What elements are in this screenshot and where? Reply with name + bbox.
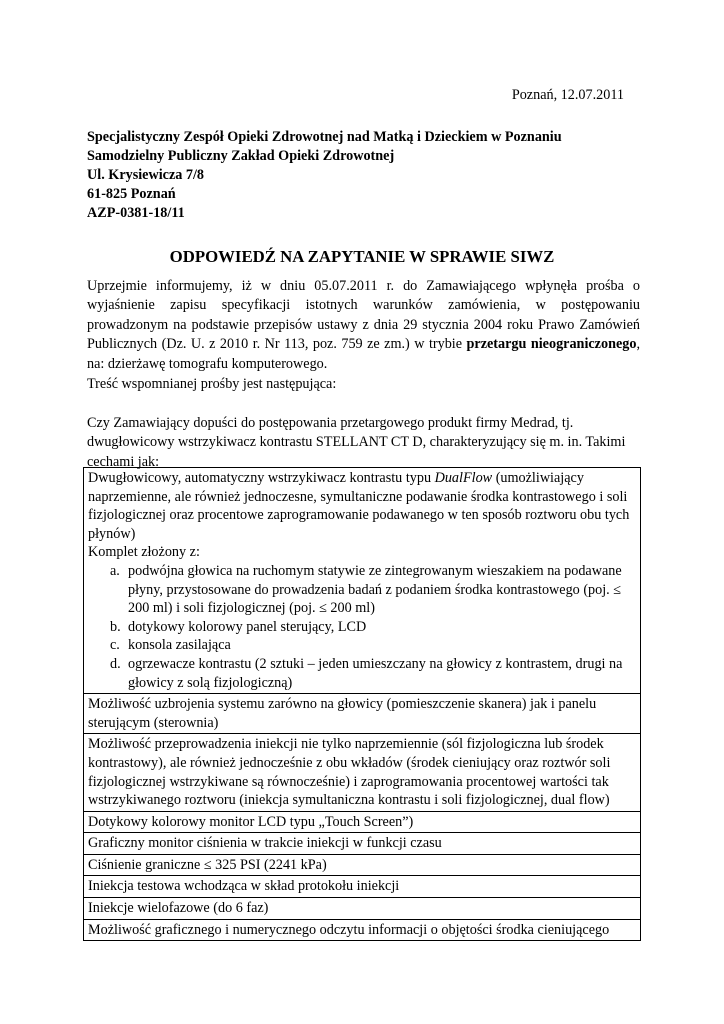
intro-text-end: , na: dzierżawę tomografu komputerowego. — [87, 336, 640, 372]
document-heading: ODPOWIEDŹ NA ZAPYTANIE W SPRAWIE SIWZ — [169, 247, 555, 266]
table-row — [84, 876, 641, 898]
request-intro: Treść wspomnianej prośby jest następująca: — [87, 376, 337, 392]
intro-bold-text: przetargu nieograniczonego — [466, 336, 637, 353]
list-marker: a. — [110, 562, 120, 579]
list-item — [88, 636, 637, 655]
table-cell: Ciśnienie graniczne ≤ 325 PSI (2241 kPa) — [84, 854, 641, 876]
table-cell: Możliwość przeprowadzenia iniekcji nie tylko naprzemiennie (sól fizjologiczna lub środek kontrastowy), ale również jednocześnie z obu wkładów (środek cieniujący oraz roztwór soli fizjologicznej wstrzykiwane są równocześnie) i zaprogramowania procentowej wartości tak wstrzykiwanego roztworu (iniekcja symultaniczna kontrastu i soli fizjologicznej, dual flow) — [84, 734, 641, 811]
list-item-text: konsola zasilająca — [128, 637, 231, 654]
list-item-text: podwójna głowica na ruchomym statywie ze zintegrowanym wieszakiem na podawane płyny, przystosowane do prowadzenia badań z podaniem środka kontrastowego (poj. ≤ 200 ml) i soli fizjologicznej (poj. ≤ 200 ml) — [128, 562, 622, 617]
feature-italic: DualFlow — [434, 470, 493, 486]
table-row — [84, 811, 641, 833]
question-paragraph: Czy Zamawiający dopuści do postępowania przetargowego produkt firmy Medrad, tj. dwugłowicowy wstrzykiwacz kontrastu STELLANT CT D, charakteryzujący się m. in. Takimi cechami jak: — [87, 415, 626, 470]
table-row — [84, 734, 641, 811]
intro-text: Uprzejmie informujemy, iż w dniu 05.07.2011 r. do Zamawiającego wpłynęła prośba o wyjaśnienie zapisu specyfikacji istotnych warunków zamówienia, w postępowaniu prowadzonym na podstawie przepisów ustawy z dnia 29 stycznia 2004 roku Prawo Zamówień Publicznych (Dz. U. z 2010 r. Nr 113, poz. 759 ze zm.) w trybie — [87, 278, 640, 353]
table-cell: Iniekcja testowa wchodząca w skład protokołu iniekcji — [84, 876, 641, 898]
table-cell: Graficzny monitor ciśnienia w trakcie iniekcji w funkcji czasu — [84, 833, 641, 855]
table-cell — [84, 468, 641, 694]
sender-line: Samodzielny Publiczny Zakład Opieki Zdrowotnej — [87, 148, 395, 164]
intro-paragraph — [87, 277, 640, 374]
table-row — [84, 919, 641, 941]
list-item — [88, 655, 637, 692]
set-list — [88, 562, 637, 692]
table-row — [84, 898, 641, 920]
table-cell: Możliwość graficznego i numerycznego odczytu informacji o objętości środka cieniującego — [84, 919, 641, 941]
table-row — [84, 694, 641, 734]
table-cell: Dotykowy kolorowy monitor LCD typu „Touch Screen”) — [84, 811, 641, 833]
features-table — [83, 467, 641, 941]
list-item — [88, 618, 637, 637]
table-row — [84, 833, 641, 855]
set-label: Komplet złożony z: — [88, 544, 200, 561]
list-marker: d. — [110, 655, 121, 672]
table-cell: Iniekcje wielofazowe (do 6 faz) — [84, 898, 641, 920]
document-date: Poznań, 12.07.2011 — [511, 87, 624, 103]
sender-line: AZP-0381-18/11 — [87, 205, 185, 221]
feature-text: Dwugłowicowy, automatyczny wstrzykiwacz kontrastu typu — [88, 470, 435, 486]
table-row — [84, 854, 641, 876]
sender-line: Specjalistyczny Zespół Opieki Zdrowotnej nad Matką i Dzieckiem w Poznaniu — [87, 129, 562, 145]
sender-line: 61-825 Poznań — [87, 186, 176, 202]
list-marker: c. — [110, 637, 120, 654]
list-item — [88, 562, 637, 618]
sender-line: Ul. Krysiewicza 7/8 — [87, 167, 205, 183]
feature-text-end: (umożliwiający naprzemienne, ale również jednoczesne, symultaniczne podawanie środka kontrastowego i soli fizjologicznej oraz procentowe zaprogramowanie podawanego w ten sposób roztworu obu tych płynów) — [88, 470, 630, 542]
feature-description — [88, 469, 637, 543]
table-row — [84, 468, 641, 694]
list-item-text: dotykowy kolorowy panel sterujący, LCD — [128, 618, 367, 635]
list-marker: b. — [110, 618, 121, 635]
table-cell: Możliwość uzbrojenia systemu zarówno na głowicy (pomieszczenie skanera) jak i panelu sterującym (sterownia) — [84, 694, 641, 734]
sender-block — [87, 128, 562, 223]
list-item-text: ogrzewacze kontrastu (2 sztuki – jeden umieszczany na głowicy z kontrastem, drugi na głowicy z solą fizjologiczną) — [128, 655, 623, 691]
